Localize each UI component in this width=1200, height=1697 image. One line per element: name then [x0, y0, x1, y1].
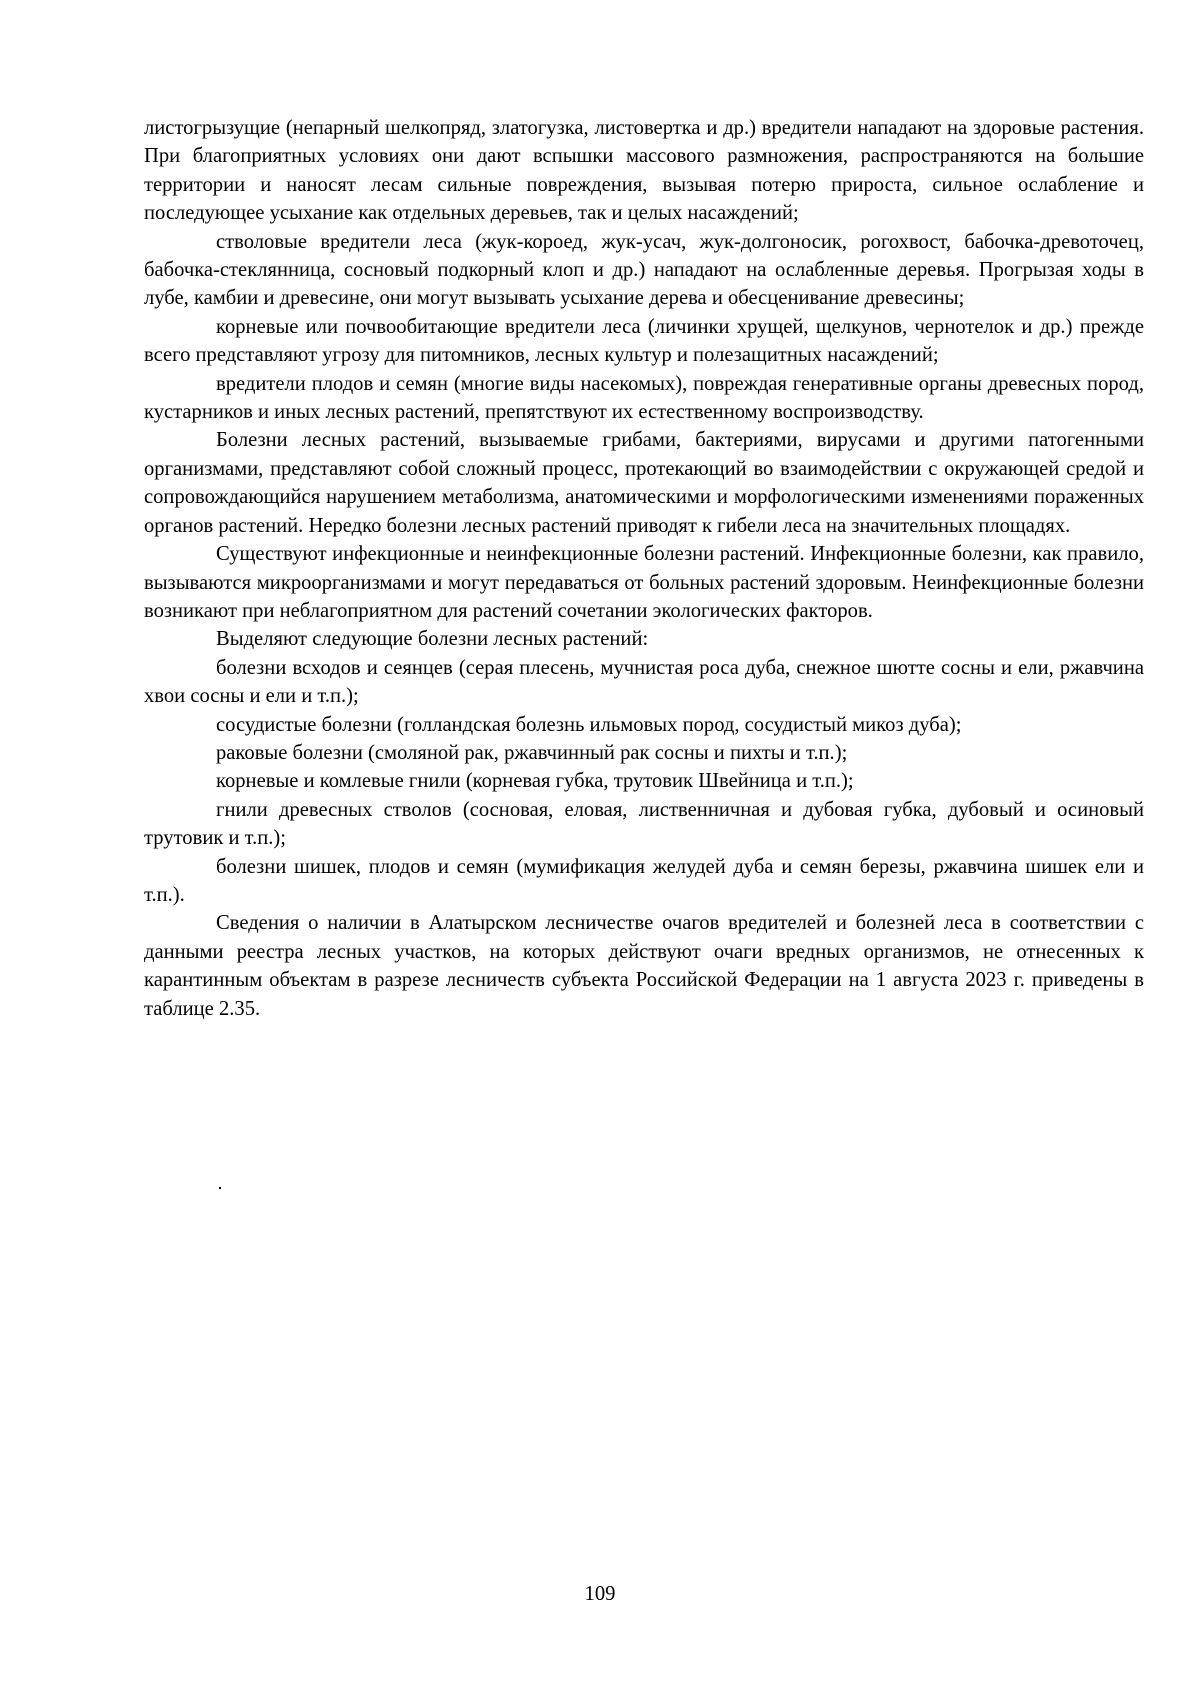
paragraph: листогрызущие (непарный шелкопряд, златогузка, листовертка и др.) вредители нападают на здоровые растения. При благоприятных условиях они дают вспышки массового размножения, распространяются на большие территории и наносят лесам сильные повреждения, вызывая потерю прироста, сильное ослабление и последующее усыхание как отдельных деревьев, так и целых насаждений; — [144, 117, 1144, 225]
list-item: гнили древесных стволов (сосновая, еловая, лиственничная и дубовая губка, дубовый и осиновый трутовик и т.п.); — [144, 798, 1144, 850]
paragraph: стволовые вредители леса (жук-короед, жук-усач, жук-долгоносик, рогохвост, бабочка-древоточец, бабочка-стеклянница, сосновый подкорный клоп и др.) нападают на ослабленные деревья. Прогрызая ходы в лубе, камбии и древесине, они могут вызывать усыхание дерева и обесценивание древесины; — [144, 230, 1144, 310]
document-body — [144, 114, 1144, 1023]
list-item: корневые и комлевые гнили (корневая губка, трутовик Швейница и т.п.); — [216, 770, 854, 793]
list-item: болезни всходов и сеянцев (серая плесень, мучнистая роса дуба, снежное шютте сосны и ели, ржавчина хвои сосны и ели и т.п.); — [144, 656, 1144, 708]
list-item: раковые болезни (смоляной рак, ржавчинный рак сосны и пихты и т.п.); — [216, 741, 848, 764]
paragraph: вредители плодов и семян (многие виды насекомых), повреждая генеративные органы древесных пород, кустарников и иных лесных растений, препятствуют их естественному воспроизводству. — [144, 372, 1144, 424]
paragraph: Выделяют следующие болезни лесных растений: — [216, 628, 649, 651]
list-item: болезни шишек, плодов и семян (мумификация желудей дуба и семян березы, ржавчина шишек ели и т.п.). — [144, 855, 1144, 906]
list-item: сосудистые болезни (голландская болезнь ильмовых пород, сосудистый микоз дуба); — [216, 713, 962, 736]
paragraph: Сведения о наличии в Алатырском лесничестве очагов вредителей и болезней леса в соответствии с данными реестра лесных участков, на которых действуют очаги вредных организмов, не отнесенных к карантинным объектам в разрезе лесничеств субъекта Российской Федерации на 1 августа 2023 г. приведены в таблице 2.35. — [144, 912, 1144, 1020]
paragraph: корневые или почвообитающие вредители леса (личинки хрущей, щелкунов, чернотелок и др.) прежде всего представляют угрозу для питомников, лесных культур и полезащитных насаждений; — [144, 315, 1144, 367]
page-number: 109 — [584, 1583, 616, 1605]
stray-dot-mark — [219, 1187, 221, 1189]
paragraph: Существуют инфекционные и неинфекционные болезни растений. Инфекционные болезни, как правило, вызываются микроорганизмами и могут передаваться от больных растений здоровым. Неинфекционные болезни возникают при неблагоприятном для растений сочетании экологических факторов. — [144, 543, 1144, 622]
paragraph: Болезни лесных растений, вызываемые грибами, бактериями, вирусами и другими патогенными организмами, представляют собой сложный процесс, протекающий во взаимодействии с окружающей средой и сопровождающийся нарушением метаболизма, анатомическими и морфологическими изменениями пораженных органов растений. Нередко болезни лесных растений приводят к гибели леса на значительных площадях. — [144, 429, 1144, 537]
